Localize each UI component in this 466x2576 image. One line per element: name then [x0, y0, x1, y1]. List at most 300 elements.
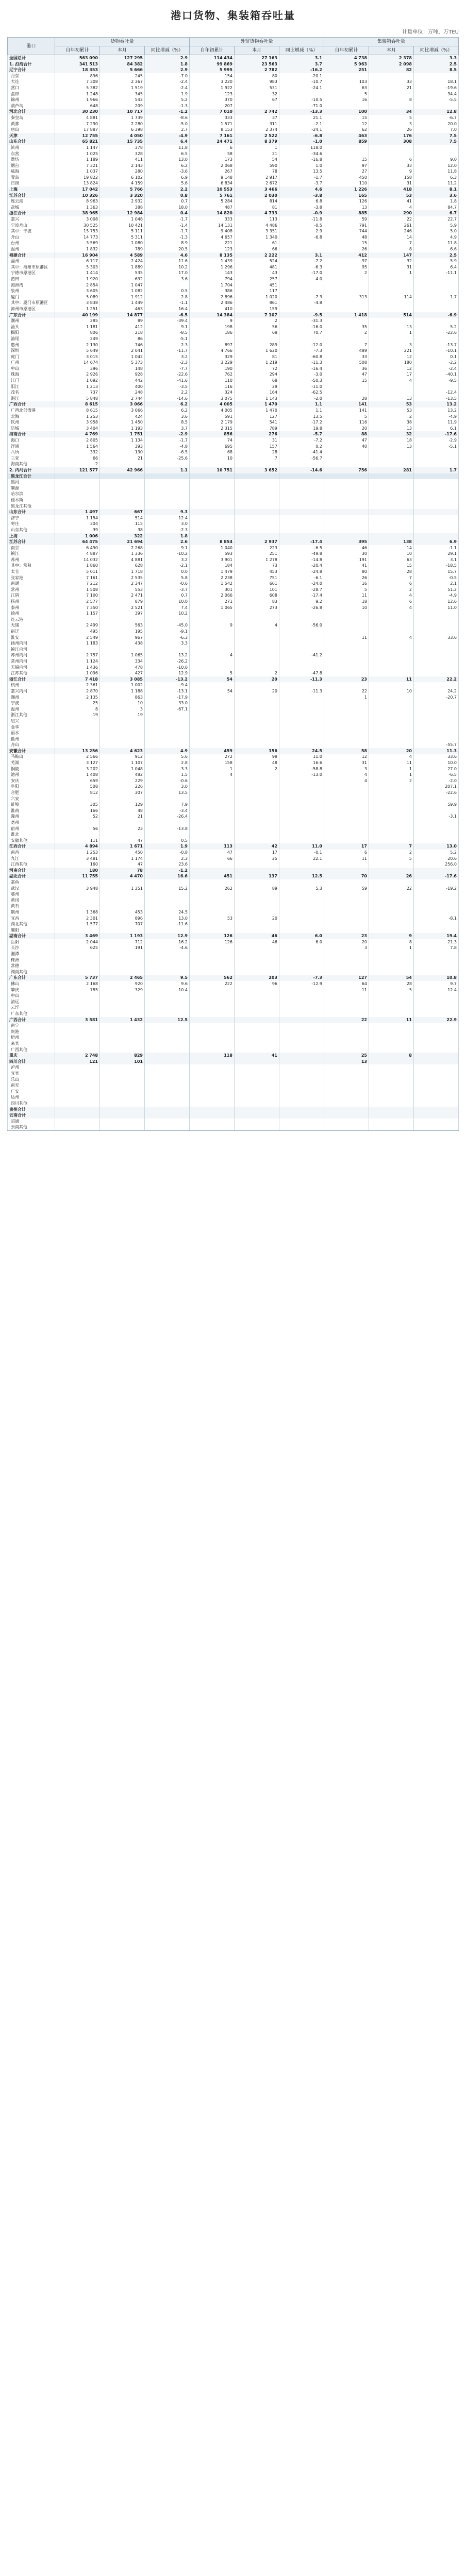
value-cell: 11.8 [414, 168, 459, 175]
port-name-cell: 泸州 [8, 1064, 55, 1071]
value-cell: 1.9 [145, 843, 190, 850]
value-cell [235, 724, 279, 731]
value-cell [369, 742, 414, 748]
value-cell: 101 [235, 587, 279, 593]
table-row [8, 240, 459, 246]
value-cell [190, 527, 235, 533]
value-cell [55, 1035, 100, 1041]
value-cell: 15.2 [145, 886, 190, 892]
value-cell: 47 [324, 437, 369, 444]
value-cell: 81 [235, 354, 279, 360]
value-cell: 2 367 [100, 79, 145, 85]
value-cell [369, 670, 414, 676]
value-cell [324, 861, 369, 868]
value-cell [279, 485, 324, 492]
value-cell: 15 [324, 240, 369, 246]
value-cell: 1 248 [55, 91, 100, 97]
value-cell [369, 861, 414, 868]
value-cell: 1.7 [414, 294, 459, 300]
table-row [8, 957, 459, 963]
value-cell: 967 [100, 635, 145, 641]
value-cell: 829 [100, 1053, 145, 1059]
value-cell [324, 647, 369, 653]
value-cell: -4.8 [145, 444, 190, 450]
value-cell [190, 796, 235, 802]
value-cell: 33 [324, 354, 369, 360]
value-cell: 20 [369, 748, 414, 754]
value-cell [145, 1071, 190, 1077]
port-name-cell: 山东合计 [8, 509, 55, 515]
table-row [8, 891, 459, 897]
value-cell: 1.1 [279, 401, 324, 408]
value-cell [414, 879, 459, 886]
value-cell: -10.2 [145, 551, 190, 557]
value-cell: 10.8 [414, 975, 459, 981]
value-cell: 1 922 [190, 85, 235, 91]
value-cell: -60.8 [279, 354, 324, 360]
value-cell: 4 887 [55, 551, 100, 557]
value-cell [324, 879, 369, 886]
value-cell: 3 066 [100, 408, 145, 414]
value-cell: -2.2 [414, 360, 459, 366]
value-cell [55, 1082, 100, 1089]
value-cell [369, 999, 414, 1005]
value-cell: 1 188 [100, 688, 145, 694]
value-cell: 329 [100, 987, 145, 993]
table-row [8, 1077, 459, 1083]
value-cell [414, 1053, 459, 1059]
value-cell: 0.0 [145, 569, 190, 575]
value-cell [324, 276, 369, 282]
port-name-cell: 荆州 [8, 909, 55, 916]
port-name-cell: 黑龙江合计 [8, 473, 55, 480]
value-cell: 22 [369, 216, 414, 223]
value-cell [100, 1124, 145, 1130]
port-name-cell: 江西其他 [8, 861, 55, 868]
port-name-cell: 广西合计 [8, 401, 55, 408]
value-cell [369, 479, 414, 485]
port-name-cell: 淮南 [8, 808, 55, 814]
table-row [8, 348, 459, 354]
value-cell [369, 318, 414, 324]
value-cell [145, 951, 190, 957]
value-cell [190, 1107, 235, 1113]
value-cell: 1 134 [100, 437, 145, 444]
value-cell: 191 [324, 557, 369, 563]
value-cell: 65 821 [55, 139, 100, 145]
value-cell: 863 [100, 694, 145, 701]
port-name-cell: 广西合计 [8, 1017, 55, 1023]
value-cell [190, 1035, 235, 1041]
value-cell: 6 [190, 145, 235, 151]
value-cell [414, 491, 459, 497]
value-cell: 812 [55, 790, 100, 796]
port-name-cell: 宜宾 [8, 1071, 55, 1077]
table-row [8, 437, 459, 444]
value-cell: 4 894 [55, 843, 100, 850]
port-name-cell: 其中：宁波 [8, 228, 55, 234]
value-cell: 157 [235, 444, 279, 450]
value-cell [235, 1005, 279, 1011]
table-row [8, 360, 459, 366]
value-cell: 789 [100, 246, 145, 252]
value-cell: 2.6 [145, 539, 190, 545]
table-row [8, 563, 459, 569]
value-cell [235, 1100, 279, 1107]
port-name-cell: 汕尾 [8, 336, 55, 342]
value-cell [55, 1047, 100, 1053]
value-cell: -3.0 [279, 371, 324, 378]
value-cell: 12.5 [279, 873, 324, 879]
value-cell [55, 796, 100, 802]
value-cell: -20.1 [279, 73, 324, 79]
value-cell [369, 1041, 414, 1047]
port-name-cell: 广西其他 [8, 1047, 55, 1053]
value-cell: 289 [235, 342, 279, 348]
value-cell: -4.8 [279, 300, 324, 306]
value-cell: -1.7 [145, 228, 190, 234]
value-cell [279, 647, 324, 653]
value-cell: 11 [324, 592, 369, 599]
value-cell [100, 1023, 145, 1029]
table-row [8, 736, 459, 742]
value-cell: 42 [235, 843, 279, 850]
value-cell: 222 [190, 981, 235, 987]
port-name-cell: 连云港 [8, 198, 55, 205]
value-cell [369, 921, 414, 927]
value-cell: 3 466 [235, 187, 279, 193]
table-row [8, 886, 459, 892]
value-cell [369, 1107, 414, 1113]
value-cell: 920 [100, 981, 145, 987]
value-cell: 113 [235, 216, 279, 223]
value-cell: 1 002 [100, 682, 145, 688]
value-cell [414, 658, 459, 665]
value-cell: 459 [190, 748, 235, 754]
value-cell: 4 [235, 622, 279, 629]
value-cell [100, 796, 145, 802]
value-cell: 31 [324, 760, 369, 766]
table-row [8, 682, 459, 688]
table-row [8, 742, 459, 748]
port-name-cell: 江苏合计 [8, 193, 55, 199]
value-cell [145, 730, 190, 736]
value-cell: 14 131 [190, 223, 235, 229]
value-cell: 20 [235, 676, 279, 683]
value-cell: 6.9 [414, 539, 459, 545]
table-row [8, 557, 459, 563]
value-cell [414, 951, 459, 957]
value-cell: -1.1 [145, 300, 190, 306]
value-cell [55, 491, 100, 497]
value-cell: 10.0 [414, 760, 459, 766]
table-row [8, 91, 459, 97]
value-cell: 89 [100, 318, 145, 324]
value-cell: 8 854 [190, 539, 235, 545]
value-cell [55, 497, 100, 503]
table-row [8, 1094, 459, 1100]
value-cell [100, 724, 145, 731]
value-cell [235, 868, 279, 874]
value-cell [190, 706, 235, 713]
header-foreign-month: 本月 [235, 46, 279, 55]
port-name-cell: 黑河 [8, 479, 55, 485]
value-cell [279, 1118, 324, 1125]
value-cell [100, 1082, 145, 1089]
value-cell: 1 519 [100, 85, 145, 91]
table-row [8, 276, 459, 282]
value-cell: 7 100 [55, 592, 100, 599]
value-cell: 1 065 [190, 605, 235, 611]
value-cell: 6.4 [414, 264, 459, 270]
value-cell: 290 [369, 210, 414, 216]
value-cell: 1 251 [55, 306, 100, 312]
port-name-cell: 上海 [8, 187, 55, 193]
value-cell: 3.1 [279, 55, 324, 61]
value-cell [414, 647, 459, 653]
value-cell: 110 [324, 180, 369, 187]
value-cell: 487 [190, 205, 235, 211]
port-name-cell: 鄂州 [8, 891, 55, 897]
value-cell: -13.5 [414, 396, 459, 402]
value-cell: 386 [190, 288, 235, 294]
value-cell [369, 1064, 414, 1071]
value-cell: 261 [369, 223, 414, 229]
table-row [8, 838, 459, 844]
value-cell: 2 [324, 270, 369, 276]
value-cell: 1.0 [279, 163, 324, 169]
value-cell [100, 1071, 145, 1077]
value-cell: 33 [369, 79, 414, 85]
value-cell: 34.4 [414, 91, 459, 97]
value-cell [55, 479, 100, 485]
value-cell [235, 1107, 279, 1113]
value-cell: -17.2 [279, 419, 324, 426]
table-row [8, 933, 459, 939]
value-cell [235, 909, 279, 916]
table-row [8, 868, 459, 874]
value-cell [55, 1064, 100, 1071]
value-cell: -10.7 [279, 79, 324, 85]
value-cell: 47 [100, 861, 145, 868]
table-row [8, 826, 459, 832]
port-name-cell: 全国总计 [8, 55, 55, 61]
value-cell [369, 300, 414, 306]
value-cell [279, 700, 324, 706]
value-cell: 2 [369, 414, 414, 420]
value-cell [414, 479, 459, 485]
value-cell [414, 1082, 459, 1089]
table-row [8, 539, 459, 545]
value-cell [100, 1094, 145, 1100]
table-row [8, 1029, 459, 1035]
value-cell: 3 569 [55, 240, 100, 246]
table-row [8, 366, 459, 372]
value-cell: -67.1 [145, 706, 190, 713]
value-cell: 1 183 [55, 640, 100, 647]
value-cell: 5 666 [100, 67, 145, 73]
value-cell [369, 449, 414, 455]
value-cell: 11.9 [414, 419, 459, 426]
value-cell: 1 470 [235, 401, 279, 408]
value-cell: 1 096 [55, 670, 100, 676]
table-row [8, 909, 459, 916]
value-cell: 127 [324, 975, 369, 981]
port-name-cell: 杭州 [8, 682, 55, 688]
port-name-cell: 滨州 [8, 145, 55, 151]
table-row [8, 515, 459, 521]
port-name-cell: 株洲 [8, 957, 55, 963]
table-row [8, 157, 459, 163]
value-cell [190, 969, 235, 975]
value-cell: 13.2 [414, 401, 459, 408]
value-cell [369, 730, 414, 736]
value-cell [190, 826, 235, 832]
table-row [8, 444, 459, 450]
value-cell [369, 73, 414, 79]
value-cell [235, 814, 279, 820]
value-cell [369, 336, 414, 342]
value-cell [145, 832, 190, 838]
value-cell: 5 995 [190, 67, 235, 73]
table-row [8, 1107, 459, 1113]
value-cell: 695 [190, 444, 235, 450]
table-row [8, 151, 459, 157]
value-cell: 54 [190, 688, 235, 694]
value-cell [145, 1089, 190, 1095]
value-cell: 879 [100, 599, 145, 605]
value-cell [369, 629, 414, 635]
value-cell [55, 951, 100, 957]
value-cell [235, 103, 279, 109]
port-name-cell: 茂名 [8, 389, 55, 396]
value-cell: -11.3 [279, 676, 324, 683]
value-cell [324, 389, 369, 396]
value-cell: 22.2 [414, 676, 459, 683]
value-cell: 661 [235, 581, 279, 587]
value-cell: 10.4 [145, 987, 190, 993]
value-cell [279, 521, 324, 527]
value-cell [190, 461, 235, 467]
value-cell: 1 124 [55, 658, 100, 665]
port-name-cell: 福州 [8, 258, 55, 264]
value-cell: 8 [55, 706, 100, 713]
table-row [8, 491, 459, 497]
value-cell: 514 [100, 515, 145, 521]
value-cell: 1 037 [55, 168, 100, 175]
value-cell: 267 [190, 168, 235, 175]
value-cell: 27 [324, 168, 369, 175]
value-cell: 442 [100, 378, 145, 384]
value-cell [190, 802, 235, 808]
value-cell [369, 611, 414, 617]
value-cell [414, 282, 459, 289]
value-cell [55, 891, 100, 897]
table-row [8, 79, 459, 85]
value-cell [190, 629, 235, 635]
value-cell: 412 [100, 324, 145, 330]
value-cell [235, 706, 279, 713]
value-cell: 1.1 [145, 467, 190, 473]
port-name-cell: 嘉兴内河 [8, 688, 55, 694]
value-cell [100, 1118, 145, 1125]
value-cell: 2 937 [235, 539, 279, 545]
value-cell [279, 635, 324, 641]
value-cell: 21 [235, 151, 279, 157]
value-cell: 16 [324, 581, 369, 587]
table-row [8, 665, 459, 671]
port-name-cell: 舟山 [8, 234, 55, 241]
value-cell: 1 [324, 694, 369, 701]
port-name-cell: 湖南其他 [8, 969, 55, 975]
value-cell [190, 909, 235, 916]
value-cell: 8 153 [190, 127, 235, 133]
value-cell [369, 503, 414, 510]
value-cell: 0.5 [145, 288, 190, 294]
port-name-cell: 河北合计 [8, 109, 55, 115]
value-cell: 10 751 [190, 467, 235, 473]
value-cell [279, 832, 324, 838]
value-cell [145, 617, 190, 623]
value-cell [235, 682, 279, 688]
value-cell: 14 [369, 545, 414, 551]
value-cell: 11 [369, 1017, 414, 1023]
value-cell: 38 [100, 527, 145, 533]
value-cell [235, 730, 279, 736]
value-cell: 1 [369, 330, 414, 336]
value-cell [414, 826, 459, 832]
value-cell [145, 742, 190, 748]
value-cell: -16.0 [279, 324, 324, 330]
value-cell: 22.7 [414, 216, 459, 223]
value-cell: 11.0 [279, 754, 324, 760]
value-cell: 88 [324, 431, 369, 437]
value-cell [190, 1017, 235, 1023]
value-cell: 186 [190, 330, 235, 336]
port-name-cell: 广西北部湾港 [8, 408, 55, 414]
value-cell [100, 736, 145, 742]
value-cell: 207 [190, 103, 235, 109]
value-cell: 8 [369, 97, 414, 103]
value-cell [145, 1011, 190, 1017]
value-cell: -20.7 [414, 694, 459, 701]
value-cell: 4.6 [279, 187, 324, 193]
value-cell [190, 790, 235, 796]
value-cell: 7 308 [55, 79, 100, 85]
value-cell [55, 647, 100, 653]
value-cell: 329 [190, 354, 235, 360]
table-row [8, 939, 459, 945]
value-cell: -9.1 [145, 629, 190, 635]
value-cell [235, 796, 279, 802]
value-cell [100, 1011, 145, 1017]
value-cell: 3 202 [55, 766, 100, 772]
value-cell: 3.6 [145, 276, 190, 282]
value-cell [369, 879, 414, 886]
table-row [8, 371, 459, 378]
value-cell [369, 455, 414, 462]
value-cell [55, 617, 100, 623]
value-cell: 9 [369, 168, 414, 175]
port-name-cell: 揭阳 [8, 330, 55, 336]
value-cell [190, 1059, 235, 1065]
value-cell: 166 [55, 808, 100, 814]
value-cell [414, 73, 459, 79]
table-row [8, 109, 459, 115]
port-name-cell: 九江 [8, 856, 55, 862]
value-cell [235, 647, 279, 653]
value-cell [55, 903, 100, 909]
